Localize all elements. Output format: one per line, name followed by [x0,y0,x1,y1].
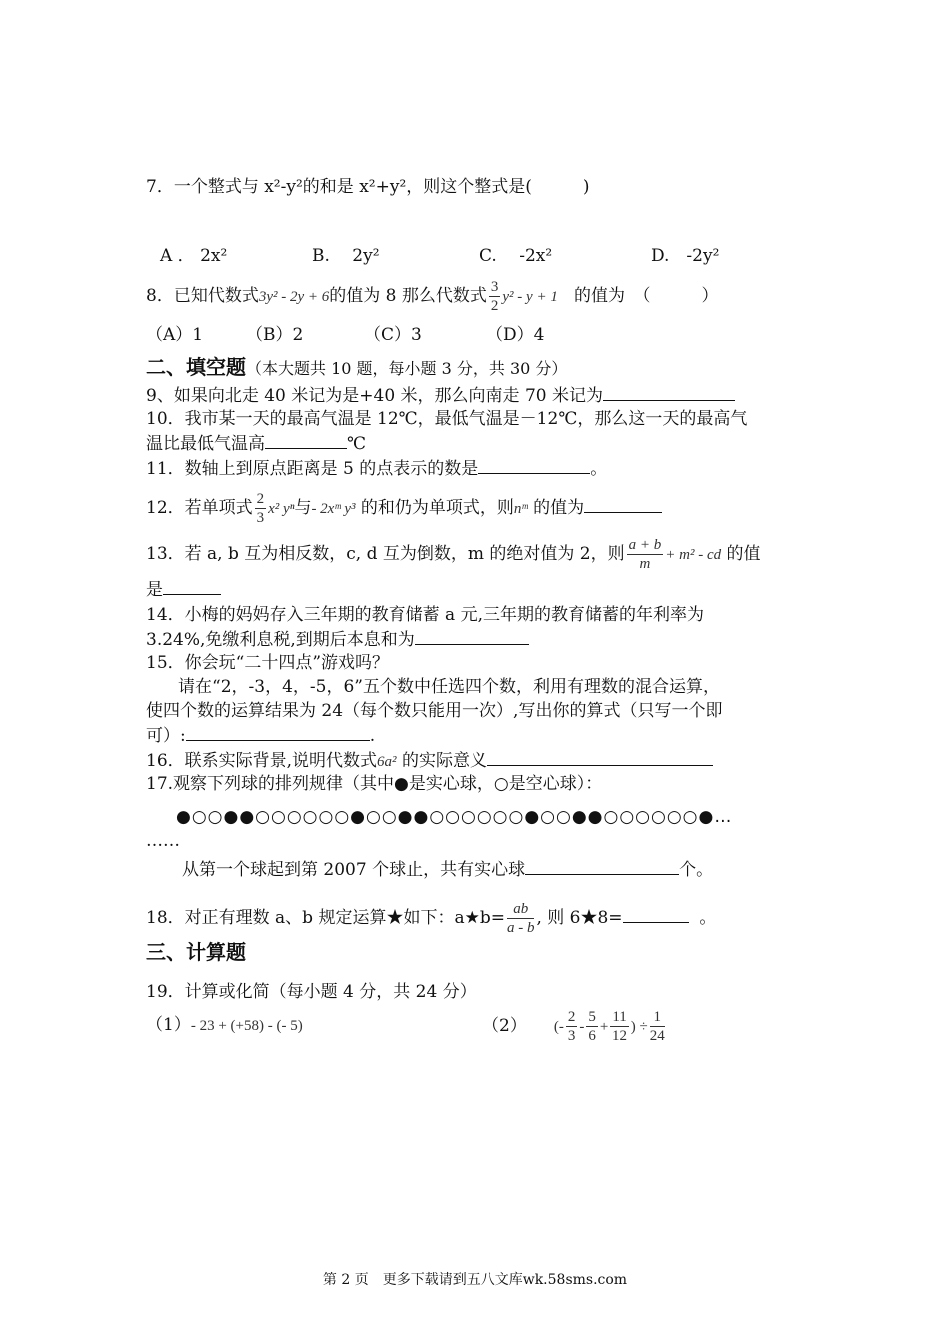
q17-ask-suffix: 个。 [679,860,714,880]
question-18 [146,900,716,937]
q8-frac-den: 2 [490,298,499,314]
q13-frac-den: m [639,556,651,572]
q10-unit: ℃ [347,434,367,454]
question-15-line1: 15．你会玩“二十四点”游戏吗？ [146,653,390,673]
q16-suffix: 的实际意义 [401,751,487,771]
q19-fraction-4 [650,1008,665,1045]
q19-f4-den: 24 [649,1028,665,1044]
q17-ask-prefix: 从第一个球起到第 2007 个球止，共有实心球 [182,860,526,880]
question-8 [146,278,719,315]
q9-text: 9、如果向北走 40 米记为是+40 米，那么向南走 70 米记为 [146,386,603,406]
q8-expr1: 3y² - 2y + 6 [258,289,330,305]
question-10-line2 [146,432,366,455]
q19-f3-den: 12 [612,1028,628,1044]
q16-answer-blank[interactable] [487,749,713,766]
q12-fraction [255,490,267,527]
q12-frac-den: 3 [256,510,265,526]
q13-suffix: 的值 [726,544,761,564]
q12-monomial1: x² yⁿ [268,501,295,517]
q11-answer-blank[interactable] [478,457,590,474]
q7-option-d: D. -2y² [651,246,720,266]
q11-end: 。 [590,459,608,479]
q11-text: 11．数轴上到原点距离是 5 的点表示的数是 [146,459,479,479]
q17-answer-blank[interactable] [525,858,679,875]
q18-fraction [507,900,535,937]
q12-suffix: 的值为 [533,498,585,518]
q18-end: 。 [699,908,717,928]
q18-frac-den: a - b [506,920,535,936]
question-9 [146,384,735,407]
question-11 [146,457,607,480]
q17-question [182,858,713,881]
q13-fraction [627,536,664,573]
q19-f1-num: 2 [567,1009,576,1025]
q13-prefix: 13．若 a, b 互为相反数，c, d 互为倒数，m 的绝对值为 2，则 [146,544,625,564]
question-7: 7．一个整式与 x²-y²的和是 x²+y²，则这个整式是( ) [146,177,590,197]
question-13 [146,536,761,573]
q8-suffix: 的值为 （ ） [574,286,719,306]
q8-expr2: y² - y + 1 [502,289,558,305]
q15-end: . [369,726,376,746]
q8-option-c: （C）3 [364,325,422,345]
q19-fraction-1 [566,1008,578,1045]
q13-rest: + m² - cd [665,547,722,563]
q7-option-a: A ． 2x² [160,246,228,266]
q8-option-d: （D）4 [486,325,545,345]
question-15-line2: 请在“2，-3，4，-5，6”五个数中任选四个数，利用有理数的混合运算， [178,677,720,697]
q19-f3-num: 11 [612,1009,627,1025]
q13-frac-num: a + b [628,537,662,553]
question-15-line3: 使四个数的运算结果为 24（每个数只能用一次）,写出你的算式（只写一个即 [146,701,723,721]
section-2-heading [146,356,567,380]
q19-part1 [146,1014,303,1037]
q18-answer-blank[interactable] [623,906,689,923]
q17-continuation-dots: …… [146,831,180,851]
q16-expr: 6a² [377,754,397,770]
q19-fraction-2 [586,1008,598,1045]
q14-answer-blank[interactable] [415,628,529,645]
q13-answer-blank[interactable] [163,578,221,595]
q19-part2 [482,1008,667,1045]
question-14-line2 [146,628,529,651]
question-15-line4 [146,724,375,747]
q19-p2-close-paren: ) ÷ [630,1019,648,1035]
page-footer: 第 2 页 更多下载请到五八文库wk.58sms.com [322,1272,628,1288]
q15-line4-text: 可）: [146,726,186,746]
q18-prefix: 18．对正有理数 a、b 规定运算★如下：a★b= [146,908,505,928]
q17-ball-sequence: ●○○●●○○○○○○●○○●●○○○○○○●○○●●○○○○○○●… [176,807,733,827]
q19-f2-num: 5 [588,1009,596,1025]
q12-power: nᵐ [513,501,528,517]
q19-p2-open-paren: (- [553,1019,564,1035]
question-14-line1: 14．小梅的妈妈存入三年期的教育储蓄 a 元,三年期的教育储蓄的年利率为 [146,605,704,625]
q12-middle2: 的和仍为单项式，则 [360,498,514,518]
q18-frac-num: ab [507,900,535,919]
section-2-note: （本大题共 10 题，每小题 3 分，共 30 分） [246,359,568,378]
question-16 [146,749,713,773]
section-3-title: 三、计算题 [146,940,246,964]
q16-prefix: 16．联系实际背景,说明代数式 [146,751,378,771]
q10-line2-text: 温比最低气温高 [146,434,265,454]
q12-middle: 与 [294,498,312,518]
q19-p1-expr: - 23 + (+58) - (- 5) [190,1018,303,1034]
question-13-line2 [146,578,221,601]
q8-option-b: （B）2 [246,325,304,345]
q12-answer-blank[interactable] [584,496,662,513]
q19-f1-den: 3 [567,1028,576,1044]
q19-p2-label: （2） [482,1016,527,1036]
q10-answer-blank[interactable] [265,432,347,449]
question-17: 17.观察下列球的排列规律（其中●是实心球，○是空心球）： [146,774,603,794]
q19-fraction-3 [610,1008,628,1045]
question-12 [146,490,662,527]
question-19: 19．计算或化简（每小题 4 分，共 24 分） [146,982,477,1002]
q7-option-b: B. 2y² [312,246,380,266]
q8-prefix: 8．已知代数式 [146,286,259,306]
q12-monomial2: - 2xᵐ y³ [311,501,356,517]
q8-option-a: （A）1 [146,325,204,345]
q19-p1-label: （1） [146,1015,191,1035]
q8-frac-num: 3 [490,279,499,295]
q7-option-c: C. -2x² [479,246,553,266]
q13-line2-text: 是 [146,580,163,600]
q19-op1: - [579,1019,585,1035]
q8-middle: 的值为 8 那么代数式 [329,286,487,306]
q19-f2-den: 6 [588,1028,596,1044]
q12-frac-num: 2 [256,491,265,507]
q19-f4-num: 1 [650,1008,665,1027]
q15-answer-blank[interactable] [186,724,370,741]
section-2-title: 二、填空题 [146,355,246,379]
question-10-line1: 10．我市某一天的最高气温是 12℃，最低气温是－12℃，那么这一天的最高气 [146,409,748,429]
q12-prefix: 12．若单项式 [146,498,253,518]
q9-answer-blank[interactable] [603,384,735,401]
q8-fraction [489,278,501,315]
q18-suffix: , 则 6★8= [536,908,623,928]
q14-line2-text: 3.24%,免缴利息税,到期后本息和为 [146,630,415,650]
q19-op2: + [599,1019,609,1035]
